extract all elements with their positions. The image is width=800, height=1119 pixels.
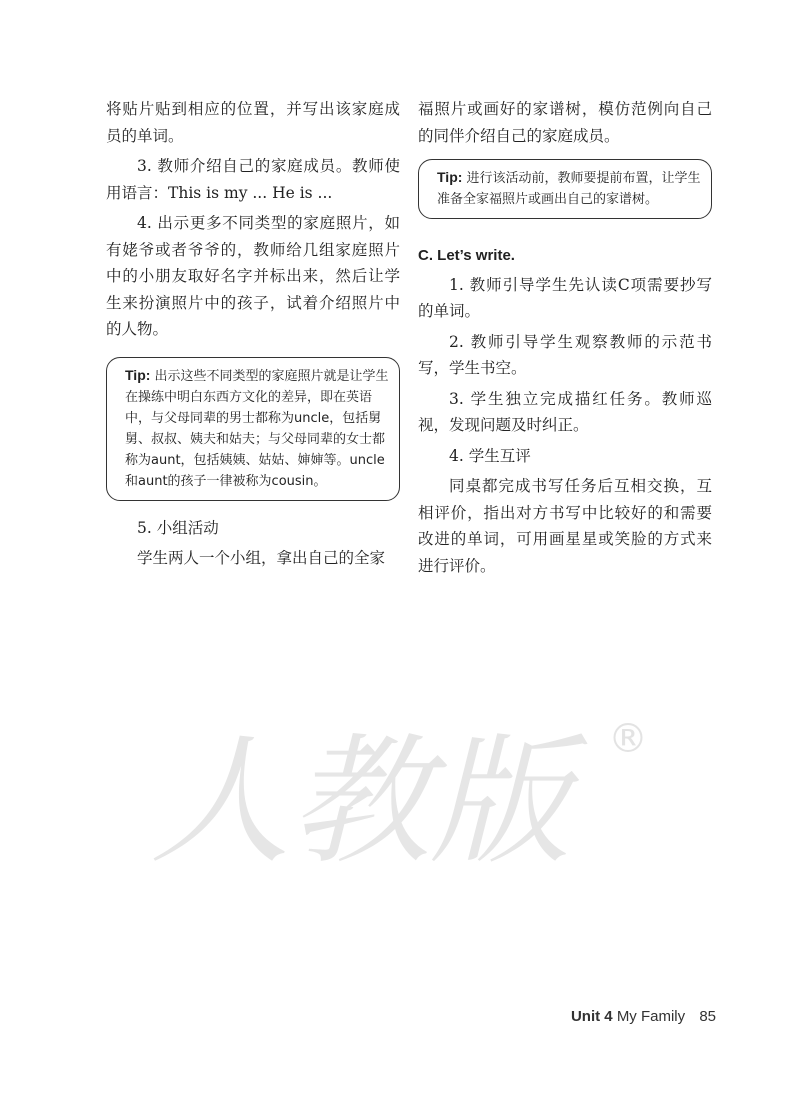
page-footer — [571, 1008, 716, 1025]
left-paragraph-1: 将贴片贴到相应的位置，并写出该家庭成员的单词。 — [106, 100, 400, 145]
left-paragraph-4: 5. 小组活动 — [137, 518, 219, 537]
publisher-watermark — [140, 700, 660, 880]
tip-label: Tip: — [125, 366, 151, 383]
registered-mark: ® — [608, 716, 648, 762]
right-column — [418, 96, 712, 583]
watermark-text: 人教版 — [150, 721, 571, 880]
tip-text: 进行该活动前，教师要提前布置，让学生准备全家福照片或画出自己的家谱树。 — [437, 171, 701, 207]
list-item: 2. 教师引导学生观察教师的示范书写，学生书空。 — [418, 332, 712, 377]
footer-title: My Family — [616, 1008, 686, 1025]
left-paragraph-5: 学生两人一个小组，拿出自己的全家 — [137, 549, 386, 567]
tip-text: 出示这些不同类型的家庭照片就是让学生在操练中明白东西方文化的差异，即在英语中，与父母同辈的男士都称为uncle，包括舅舅、叔叔、姨夫和姑夫；与父母同辈的女士都称为aunt，包括姨姨、姑姑、婶婶等。uncle和aunt的孩子一律被称为cousin。 — [125, 368, 389, 489]
tip-box-right — [418, 159, 712, 219]
list-item: 1. 教师引导学生先认读C项需要抄写的单词。 — [418, 275, 712, 320]
page-number: 85 — [699, 1008, 716, 1025]
list-item: 同桌都完成书写任务后互相交换，互相评价，指出对方书写中比较好的和需要改进的单词，可用画星星或笑脸的方式来进行评价。 — [418, 477, 712, 575]
list-item: 4. 学生互评 — [449, 446, 531, 465]
left-paragraph-3: 4. 出示更多不同类型的家庭照片，如有姥爷或者爷爷的，教师给几组家庭照片中的小朋友取好名字并标出来，然后让学生来扮演照片中的孩子，试着介绍照片中的人物。 — [106, 214, 400, 338]
list-item: 3. 学生独立完成描红任务。教师巡视，发现问题及时纠正。 — [418, 389, 712, 434]
left-paragraph-2: 3. 教师介绍自己的家庭成员。教师使用语言：This is my ... He is ... — [106, 157, 400, 202]
section-heading: C. Let’s write. — [418, 247, 515, 264]
left-column — [106, 96, 400, 576]
tip-box-left — [106, 357, 400, 501]
tip-label: Tip: — [437, 169, 463, 185]
footer-unit: Unit 4 — [570, 1008, 613, 1025]
right-paragraph-1: 福照片或画好的家谱树，模仿范例向自己的同伴介绍自己的家庭成员。 — [418, 100, 712, 145]
